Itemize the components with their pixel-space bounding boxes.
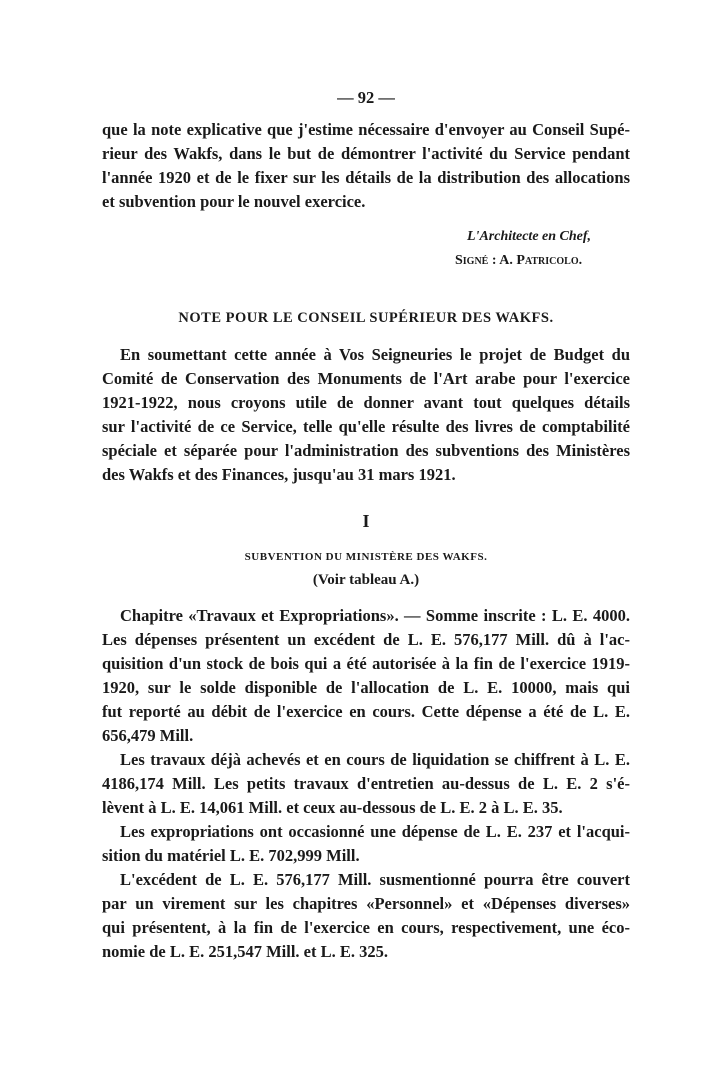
text-line: Les dépenses présentent un excédent de L. E. 576,177 Mill. dû à l'ac- xyxy=(102,630,630,649)
text-line: 1920, sur le solde disponible de l'allocation de L. E. 10000, mais qui xyxy=(102,678,630,697)
text-line: Chapitre «Travaux et Expropriations». — Somme inscrite : L. E. 4000. xyxy=(120,606,630,625)
text-line: fut reporté au débit de l'exercice en cours. Cette dépense a été de L. E. xyxy=(102,702,630,721)
text-line: nomie de L. E. 251,547 Mill. et L. E. 325. xyxy=(102,942,388,961)
text-line: qui présentent, à la fin de l'exercice en cours, respectivement, une éco- xyxy=(102,918,630,937)
section-reference: (Voir tableau A.) xyxy=(312,572,420,588)
text-line: des Wakfs et des Finances, jusqu'au 31 mars 1921. xyxy=(102,465,456,484)
text-line: spéciale et séparée pour l'administration des subventions des Ministères xyxy=(102,441,630,460)
text-line: En soumettant cette année à Vos Seigneuries le projet de Budget du xyxy=(120,345,630,364)
text-line: que la note explicative que j'estime nécessaire d'envoyer au Conseil Supé- xyxy=(102,120,630,139)
text-line: sur l'activité de ce Service, telle qu'elle résulte des livres de comptabilité xyxy=(102,417,630,436)
text-line: 1921-1922, nous croyons utile de donner avant tout quelques détails xyxy=(102,393,630,412)
text-line: 4186,174 Mill. Les petits travaux d'entretien au-dessus de L. E. 2 s'é- xyxy=(102,774,630,793)
text-line: l'année 1920 et de le fixer sur les détails de la distribution des allocations xyxy=(102,168,630,187)
text-line: L'excédent de L. E. 576,177 Mill. susmentionné pourra être couvert xyxy=(120,870,630,889)
signature-name: Signé : A. Patricolo. xyxy=(455,253,583,268)
note-heading: NOTE POUR LE CONSEIL SUPÉRIEUR DES WAKFS. xyxy=(178,310,554,326)
text-line: quisition d'un stock de bois qui a été autorisée à la fin de l'exercice 1919- xyxy=(102,654,630,673)
text-line: Comité de Conservation des Monuments de l'Art arabe pour l'exercice xyxy=(102,369,630,388)
signature-title: L'Architecte en Chef, xyxy=(467,229,592,244)
text-line: et subvention pour le nouvel exercice. xyxy=(102,192,366,211)
text-line: 656,479 Mill. xyxy=(102,726,194,745)
text-line: sition du matériel L. E. 702,999 Mill. xyxy=(102,846,360,865)
text-line: par un virement sur les chapitres «Personnel» et «Dépenses diverses» xyxy=(102,894,630,913)
page-number: — 92 — xyxy=(337,88,395,107)
text-line: rieur des Wakfs, dans le but de démontrer l'activité du Service pendant xyxy=(102,144,630,163)
text-line: Les travaux déjà achevés et en cours de liquidation se chiffrent à L. E. xyxy=(120,750,630,769)
section-number: I xyxy=(362,511,370,531)
section-title: SUBVENTION DU MINISTÈRE DES WAKFS. xyxy=(244,551,488,563)
text-line: Les expropriations ont occasionné une dépense de L. E. 237 et l'acqui- xyxy=(120,822,630,841)
text-line: lèvent à L. E. 14,061 Mill. et ceux au-dessous de L. E. 2 à L. E. 35. xyxy=(102,798,563,817)
